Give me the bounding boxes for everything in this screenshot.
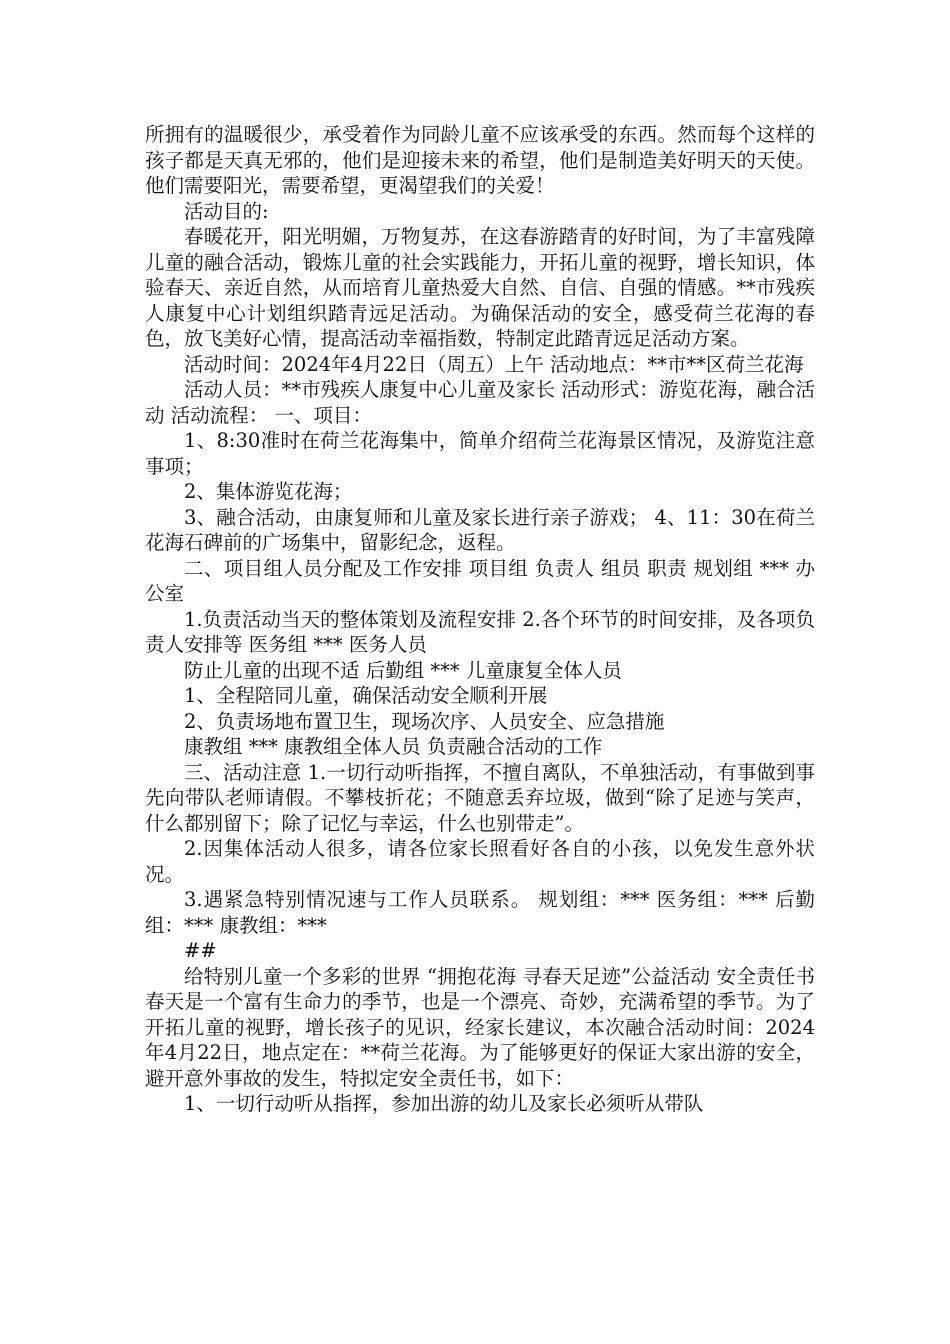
paragraph-logistics-duty-1: 1、全程陪同儿童，确保活动安全顺利开展 [184, 684, 548, 707]
heading-activity-purpose: 活动目的: [184, 199, 269, 223]
paragraph-notes-2: 2.因集体活动人很多，请各位家长照看好各自的小孩，以免发生意外状况。 [145, 837, 815, 886]
paragraph-activity-time-location: 活动时间：2024年4月22日（周五）上午 活动地点：**市**区荷兰花海 [184, 352, 804, 376]
paragraph-safety-agreement: 给特别儿童一个多彩的世界 “拥抱花海 寻春天足迹”公益活动 安全责任书 春天是一个富有生命力的季节，也是一个漂亮、奇妙，充满希望的季节。为了开拓儿童的视野，增长孩子的见识，经家长建议，本次融合活动时间：2024年4月22日，地点定在：**荷兰花海。为了能够更好的保证大家出游的安全，避开意外事故的发生，特拟定安全责任书，如下： [145, 964, 815, 1090]
paragraph-item-3-4: 3、融合活动，由康复师和儿童及家长进行亲子游戏； 4、11：30在荷兰花海石碑前的广场集中，留影纪念，返程。 [145, 505, 815, 554]
paragraph-planning-duties: 1.负责活动当天的整体策划及流程安排 2.各个环节的时间安排，及各项负责人安排等 医务组 *** 医务人员 [145, 607, 815, 656]
paragraph-logistics-duty-2: 2、负责场地布置卫生，现场次序、人员安全、应急措施 [184, 709, 665, 733]
heading-staff-allocation: 二、项目组人员分配及工作安排 项目组 负责人 组员 职责 规划组 *** 办公室 [145, 556, 815, 605]
paragraph-intro-continuation: 所拥有的温暖很少，承受着作为同龄儿童不应该承受的东西。然而每个这样的孩子都是天真无邪的，他们是迎接未来的希望，他们是制造美好明天的天使。他们需要阳光，需要希望，更渴望我们的关爱！ [145, 123, 815, 197]
paragraph-item-2: 2、集体游览花海； [184, 480, 353, 503]
paragraph-education-group: 康教组 *** 康教组全体人员 负责融合活动的工作 [184, 735, 603, 758]
paragraph-notes-3: 3.遇紧急特别情况速与工作人员联系。 规划组：*** 医务组：*** 后勤组：*** 康教组：*** [145, 888, 815, 937]
paragraph-activity-purpose: 春暖花开，阳光明媚，万物复苏，在这春游踏青的好时间，为了丰富残障儿童的融合活动，锻炼儿童的社会实践能力，开拓儿童的视野，增长知识，体验春天、亲近自然，从而培育儿童热爱大自然、自信、自强的情感。**市残疾人康复中心计划组织踏青远足活动。为确保活动的安全，感受荷兰花海的春色，放飞美好心情，提高活动幸福指数，特制定此踏青远足活动方案。 [145, 225, 815, 350]
paragraph-notes-1: 三、活动注意 1.一切行动听指挥，不擅自离队，不单独活动，有事做到事先向带队老师请假。不攀枝折花；不随意丢弃垃圾，做到“除了足迹与笑声，什么都别留下；除了记忆与幸运，什么也别带走”。 [145, 760, 815, 835]
section-separator: ## [184, 939, 217, 962]
paragraph-medical-duties: 防止儿童的出现不适 后勤组 *** 儿童康复全体人员 [184, 658, 622, 682]
paragraph-item-1: 1、8:30准时在荷兰花海集中，简单介绍荷兰花海景区情况，及游览注意事项； [145, 429, 815, 478]
document-page [145, 122, 815, 1117]
paragraph-activity-participants: 活动人员：**市残疾人康复中心儿童及家长 活动形式：游览花海，融合活动 活动流程： 一、项目： [145, 378, 815, 427]
paragraph-safety-item-1: 1、一切行动听从指挥，参加出游的幼儿及家长必须听从带队 [184, 1092, 704, 1115]
